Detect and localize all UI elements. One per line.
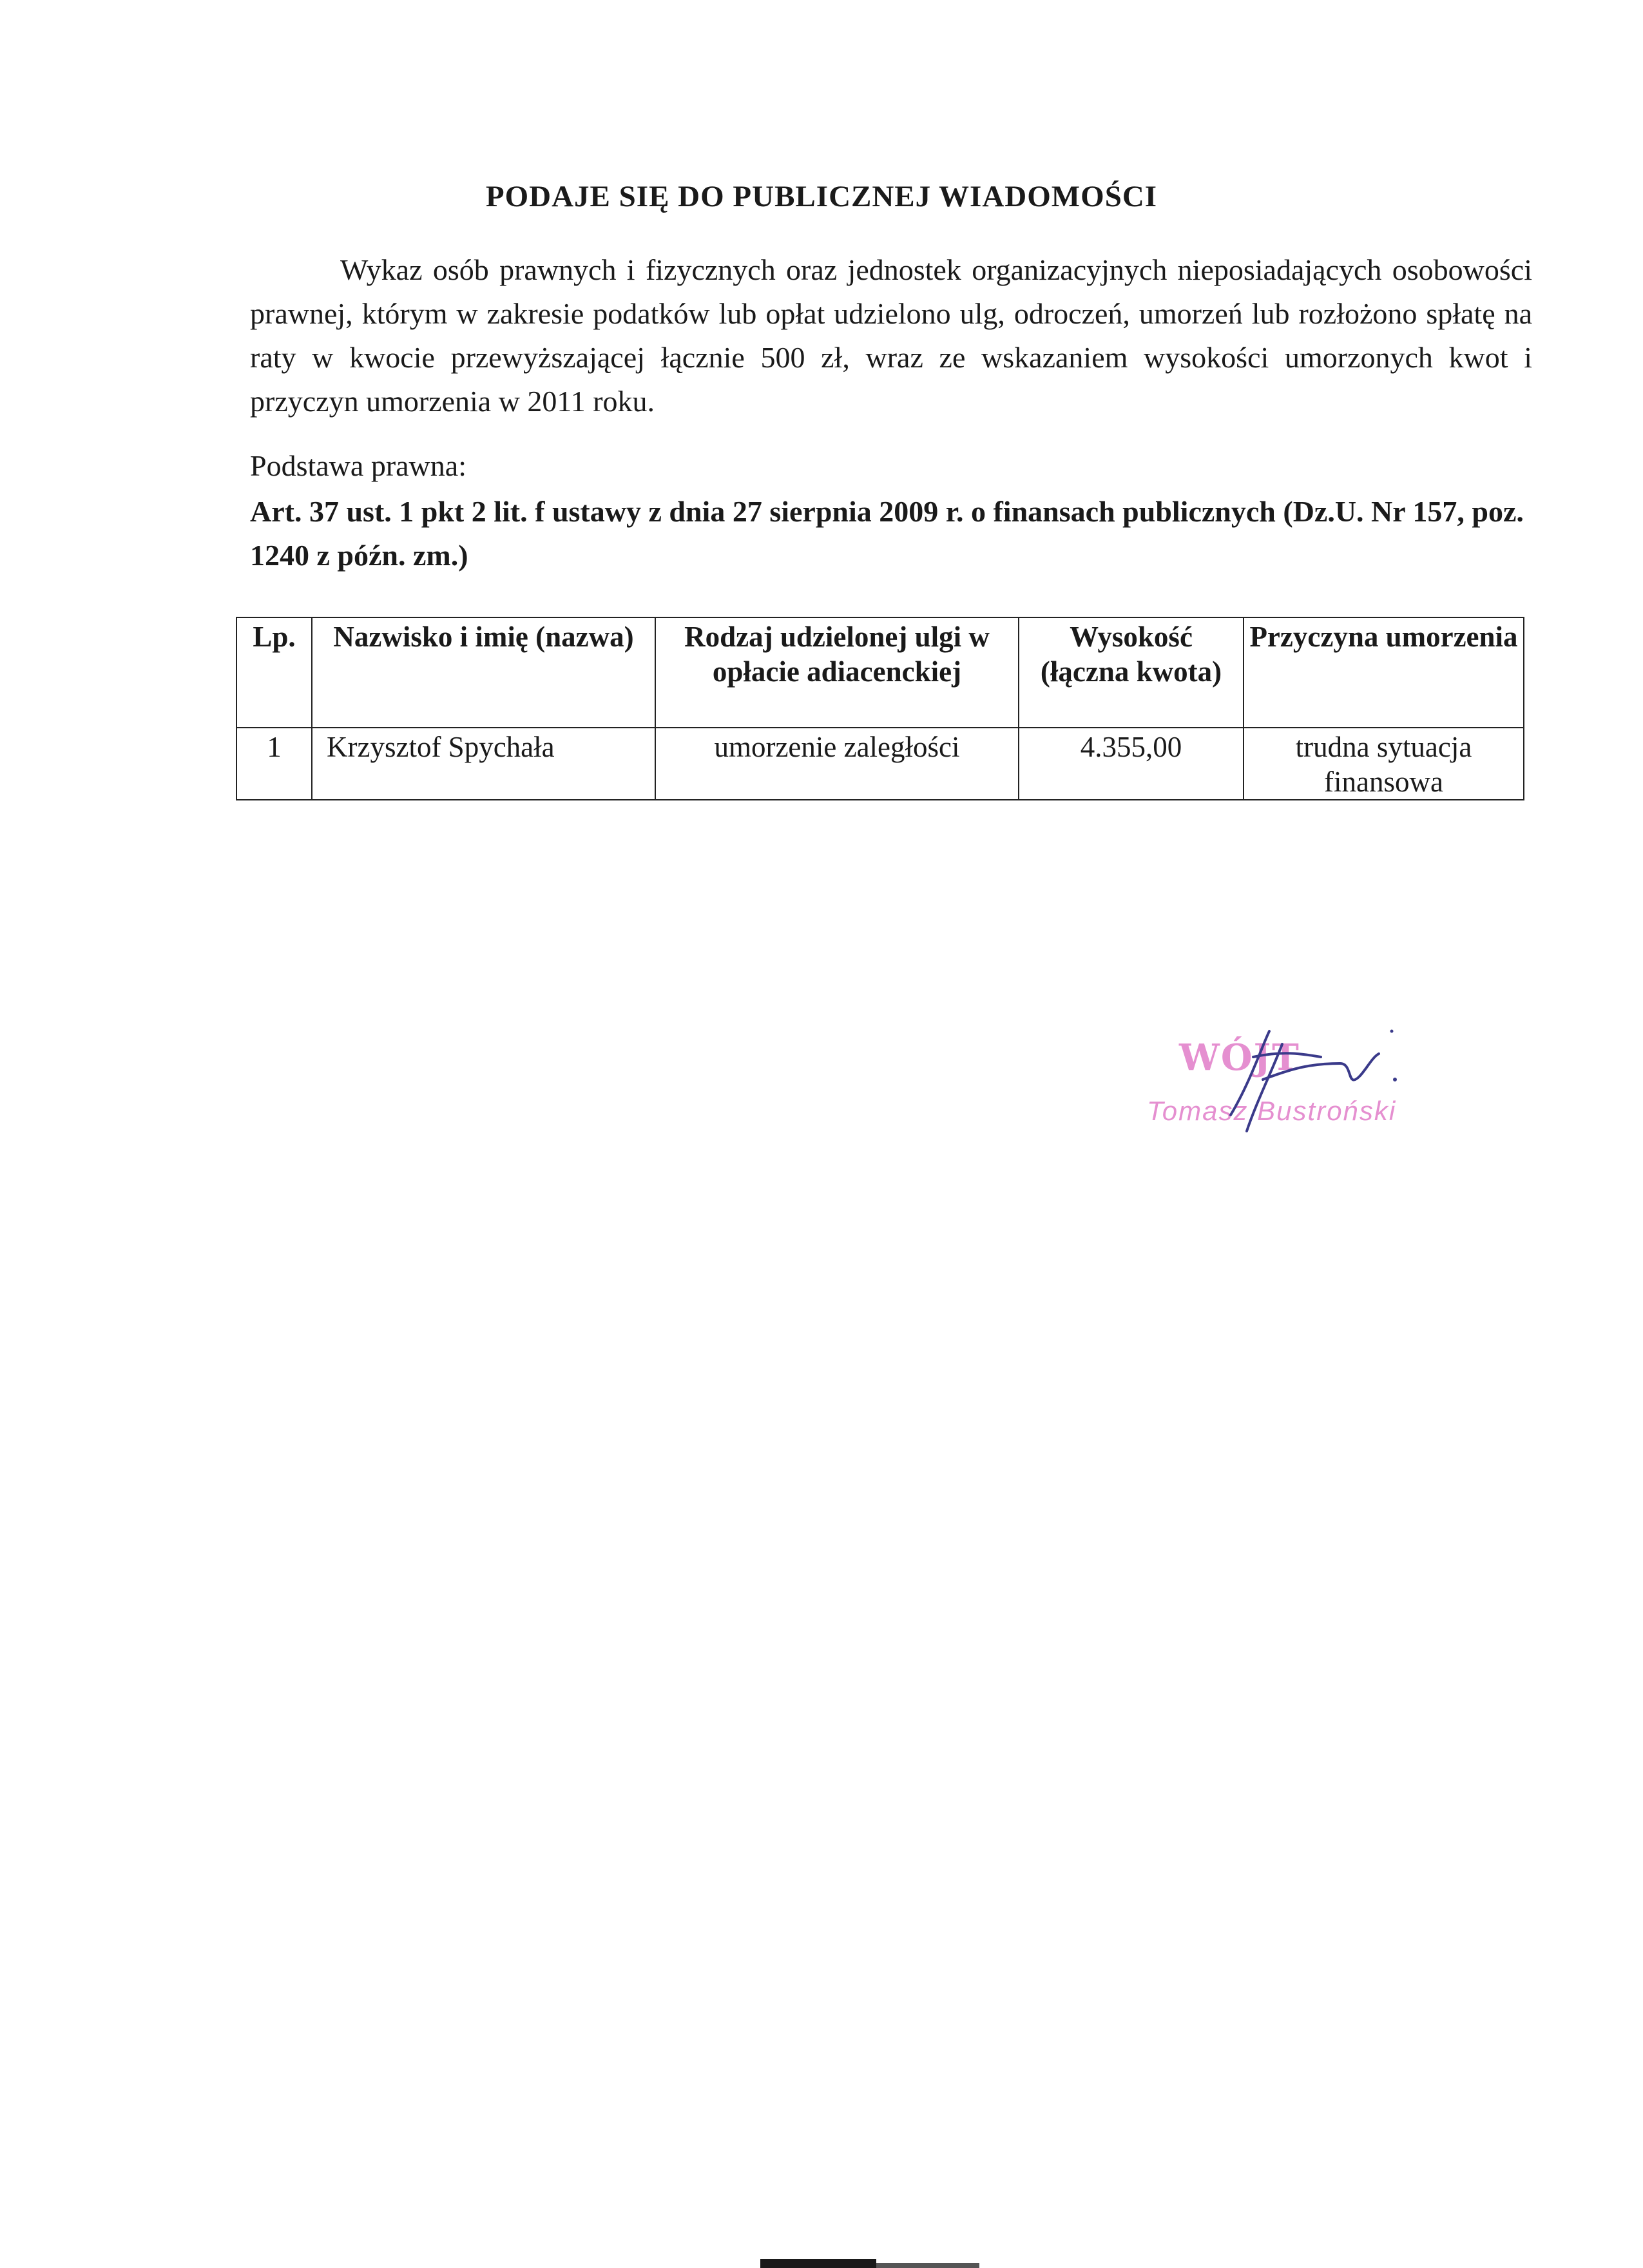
- document-title: PODAJE SIĘ DO PUBLICZNEJ WIADOMOŚCI: [485, 180, 1158, 213]
- official-stamp: [1095, 1018, 1430, 1160]
- header-lp: Lp.: [236, 617, 312, 728]
- table-header-row: [236, 617, 1524, 728]
- cell-amount: 4.355,00: [1019, 728, 1244, 800]
- handwritten-signature: [1192, 1018, 1405, 1141]
- legal-basis-label: Podstawa prawna:: [250, 449, 466, 482]
- cell-name: Krzysztof Spychała: [312, 728, 655, 800]
- relief-table: [236, 617, 1524, 800]
- cell-lp: 1: [236, 728, 312, 800]
- stamp-title: WÓJT: [1179, 1036, 1300, 1079]
- table-row: [236, 728, 1524, 800]
- cell-reason: trudna sytuacja finansowa: [1244, 728, 1524, 800]
- header-amount: Wysokość (łączna kwota): [1019, 617, 1244, 728]
- intro-text: Wykaz osób prawnych i fizycznych oraz jednostek organizacyjnych nieposiadających osobowości prawnej, którym w zakresie podatków lub opłat udzielono ulg, odroczeń, umorzeń lub rozłożono spłatę na raty w kwocie przewyższającej łącznie 500 zł, wraz ze wskazaniem wysokości umorzonych kwot i przyczyn umorzenia w 2011 roku.: [250, 253, 1532, 418]
- header-relief-type: Rodzaj udzielonej ulgi w opłacie adiacenckiej: [655, 617, 1019, 728]
- legal-basis-text: Art. 37 ust. 1 pkt 2 lit. f ustawy z dnia 27 sierpnia 2009 r. o finansach publicznych (Dz.U. Nr 157, poz. 1240 z późn. zm.): [250, 495, 1524, 572]
- header-name: Nazwisko i imię (nazwa): [312, 617, 655, 728]
- stamp-name: Tomasz Bustroński: [1147, 1096, 1397, 1126]
- header-reason: Przyczyna umorzenia: [1244, 617, 1524, 728]
- cell-relief-type: umorzenie zaległości: [655, 728, 1019, 800]
- scan-edge-artifact: [0, 2259, 1643, 2268]
- intro-paragraph: [250, 248, 1532, 423]
